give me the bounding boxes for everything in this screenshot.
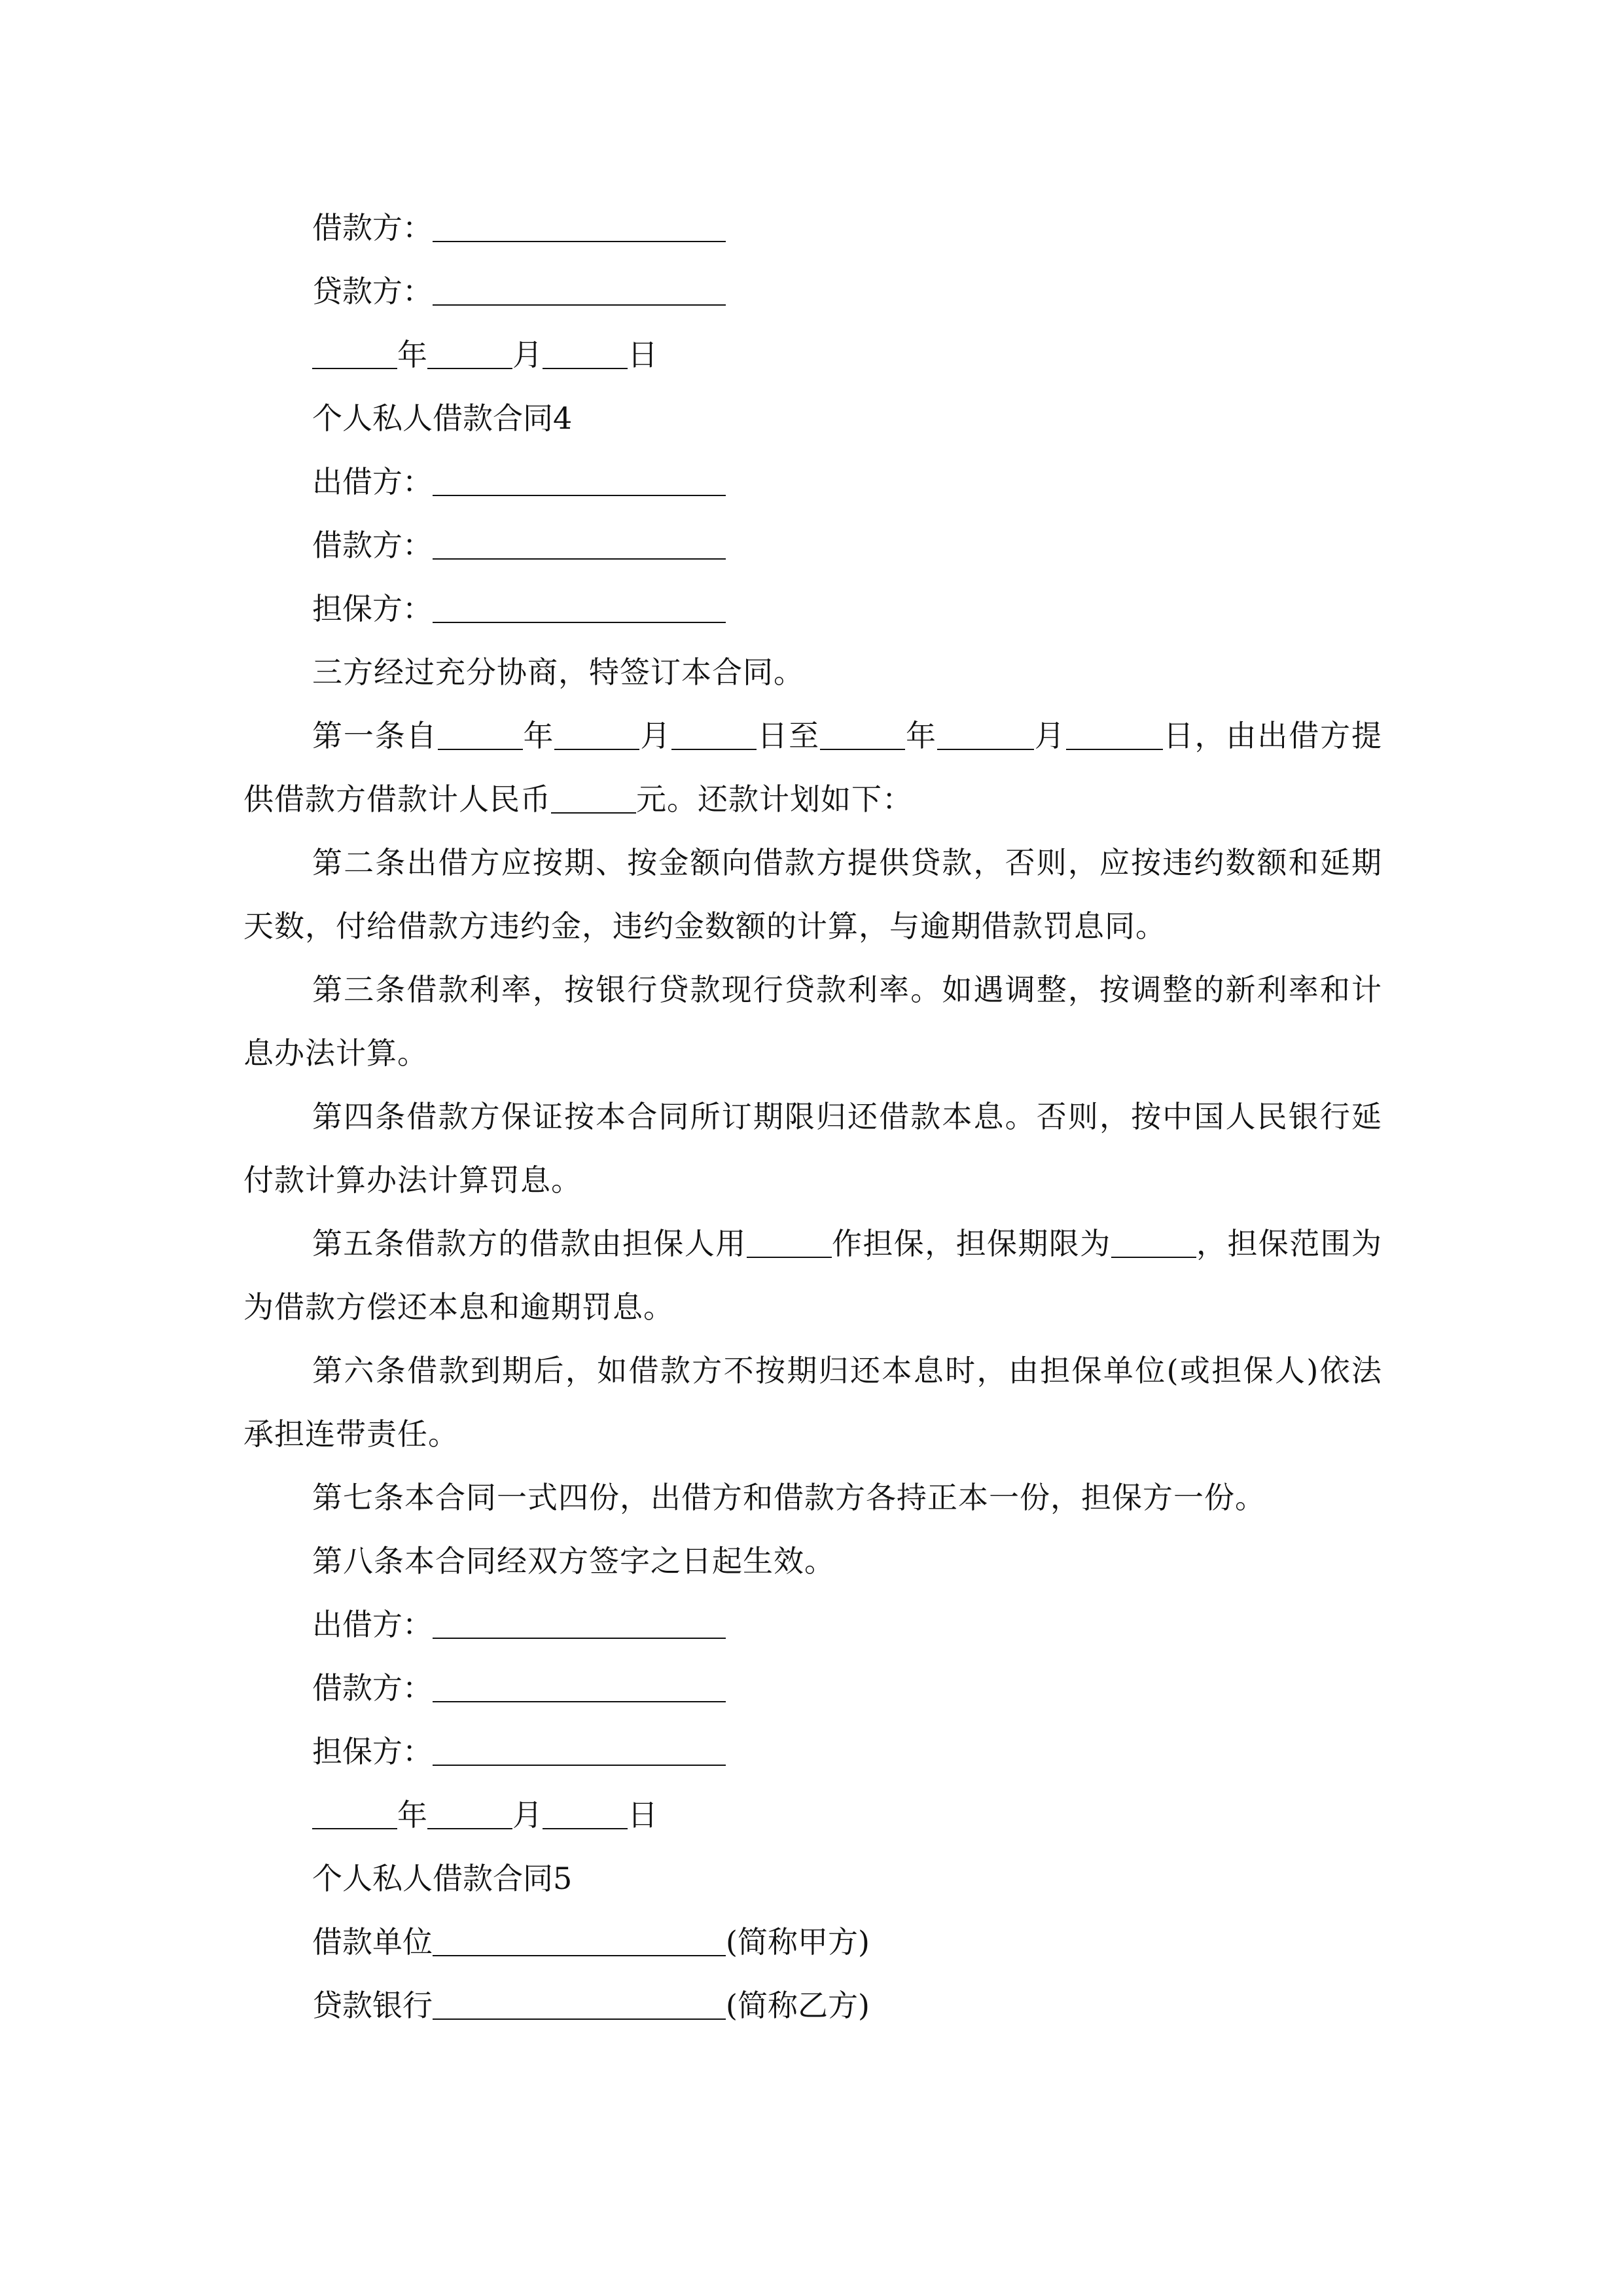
contract4-guarantor-line (243, 577, 1382, 641)
lender-blank (433, 274, 726, 306)
lender-blank (433, 1607, 726, 1639)
guarantor-label: 担保方： (312, 591, 433, 626)
contract5-lender-bank-line (243, 1974, 1382, 2037)
contract5-title: 个人私人借款合同5 (312, 1861, 573, 1896)
clause1-month: 月 (639, 718, 672, 753)
borrower-unit-blank (433, 1925, 726, 1956)
clause5-period-blank (1111, 1227, 1196, 1258)
clause5-collateral-blank (747, 1227, 832, 1258)
year-label: 年 (397, 337, 427, 372)
contract4-sign-lender-line (243, 1593, 1382, 1657)
contract4-clause2: 第二条出借方应按期、按金额向借款方提供贷款，否则，应按违约数额和延期天数，付给借款方违约金，违约金数额的计算，与逾期借款罚息同。 (243, 845, 1382, 944)
year-blank (312, 338, 397, 369)
lender-bank-label: 贷款银行 (312, 1988, 433, 2023)
clause1-day-to: 日至 (757, 718, 821, 753)
clause1-year2-blank (820, 719, 905, 750)
borrower-label: 借款方： (312, 528, 433, 563)
lender-bank-blank (433, 1988, 726, 2020)
contract4-clause5 (243, 1212, 1382, 1339)
contract4-clause6: 第六条借款到期后，如借款方不按期归还本息时，由担保单位(或担保人)依法承担连带责任。 (243, 1353, 1382, 1452)
contract4-lender-line (243, 450, 1382, 514)
clause1-day-end: 日，由出借方提供借款方借款计人民币 (243, 718, 1383, 817)
clause1-year2: 年 (905, 718, 937, 753)
clause1-month-blank (554, 719, 639, 750)
clause1-text-a: 第一条自 (312, 718, 438, 753)
signature-lender-line (243, 260, 1382, 323)
borrower-blank (433, 528, 726, 560)
clause1-yuan: 元。还款计划如下： (636, 781, 913, 817)
guarantor-blank (433, 1734, 726, 1766)
contract4-intro: 三方经过充分协商，特签订本合同。 (312, 655, 804, 690)
year-blank (312, 1798, 397, 1829)
borrower-unit-label: 借款单位 (312, 1924, 433, 1960)
signature-borrower-line (243, 196, 1382, 260)
month-label: 月 (512, 1797, 543, 1833)
month-label: 月 (512, 337, 543, 372)
contract4-title: 个人私人借款合同4 (312, 401, 573, 436)
clause5-text-a: 第五条借款方的借款由担保人用 (312, 1226, 747, 1261)
borrower-label: 借款方： (312, 1670, 433, 1706)
clause1-month2-blank (937, 719, 1034, 750)
lender-label: 出借方： (312, 1607, 433, 1642)
borrower-label: 借款方： (312, 210, 433, 245)
borrower-blank (433, 1671, 726, 1702)
day-blank (543, 338, 628, 369)
contract4-clause7: 第七条本合同一式四份，出借方和借款方各持正本一份，担保方一份。 (312, 1480, 1266, 1515)
clause1-amount-blank (551, 782, 636, 814)
borrower-blank (433, 211, 726, 242)
day-label: 日 (628, 337, 658, 372)
signature-date-line (243, 323, 1382, 387)
contract4-sign-date-line (243, 1784, 1382, 1847)
contract4-sign-guarantor-line (243, 1720, 1382, 1784)
contract4-borrower-line (243, 514, 1382, 577)
day-label: 日 (628, 1797, 658, 1833)
lender-blank (433, 465, 726, 496)
contract4-clause4: 第四条借款方保证按本合同所订期限归还借款本息。否则，按中国人民银行延付款计算办法计算罚息。 (243, 1099, 1382, 1198)
document-content (243, 196, 1382, 2037)
day-blank (543, 1798, 628, 1829)
clause1-year-blank (438, 719, 523, 750)
clause1-day2-blank (1066, 719, 1163, 750)
clause1-year: 年 (522, 718, 555, 753)
contract4-clause1 (243, 704, 1382, 831)
year-label: 年 (397, 1797, 427, 1833)
lender-bank-suffix: (简称乙方) (726, 1988, 870, 2023)
guarantor-blank (433, 592, 726, 623)
lender-label: 贷款方： (312, 274, 433, 309)
borrower-unit-suffix: (简称甲方) (726, 1924, 870, 1960)
contract5-borrower-unit-line (243, 1910, 1382, 1974)
clause5-text-b: 作担保，担保期限为 (831, 1226, 1111, 1261)
month-blank (427, 338, 512, 369)
clause5-text-c: ，担保范围为为借款方偿还本息和逾期罚息。 (243, 1226, 1383, 1325)
contract4-sign-borrower-line (243, 1657, 1382, 1720)
clause1-day-blank (671, 719, 757, 750)
contract4-clause8: 第八条本合同经双方签字之日起生效。 (312, 1543, 835, 1579)
guarantor-label: 担保方： (312, 1734, 433, 1769)
lender-label: 出借方： (312, 464, 433, 499)
contract4-clause3: 第三条借款利率，按银行贷款现行贷款利率。如遇调整，按调整的新利率和计息办法计算。 (243, 972, 1382, 1071)
month-blank (427, 1798, 512, 1829)
clause1-month2: 月 (1033, 718, 1066, 753)
